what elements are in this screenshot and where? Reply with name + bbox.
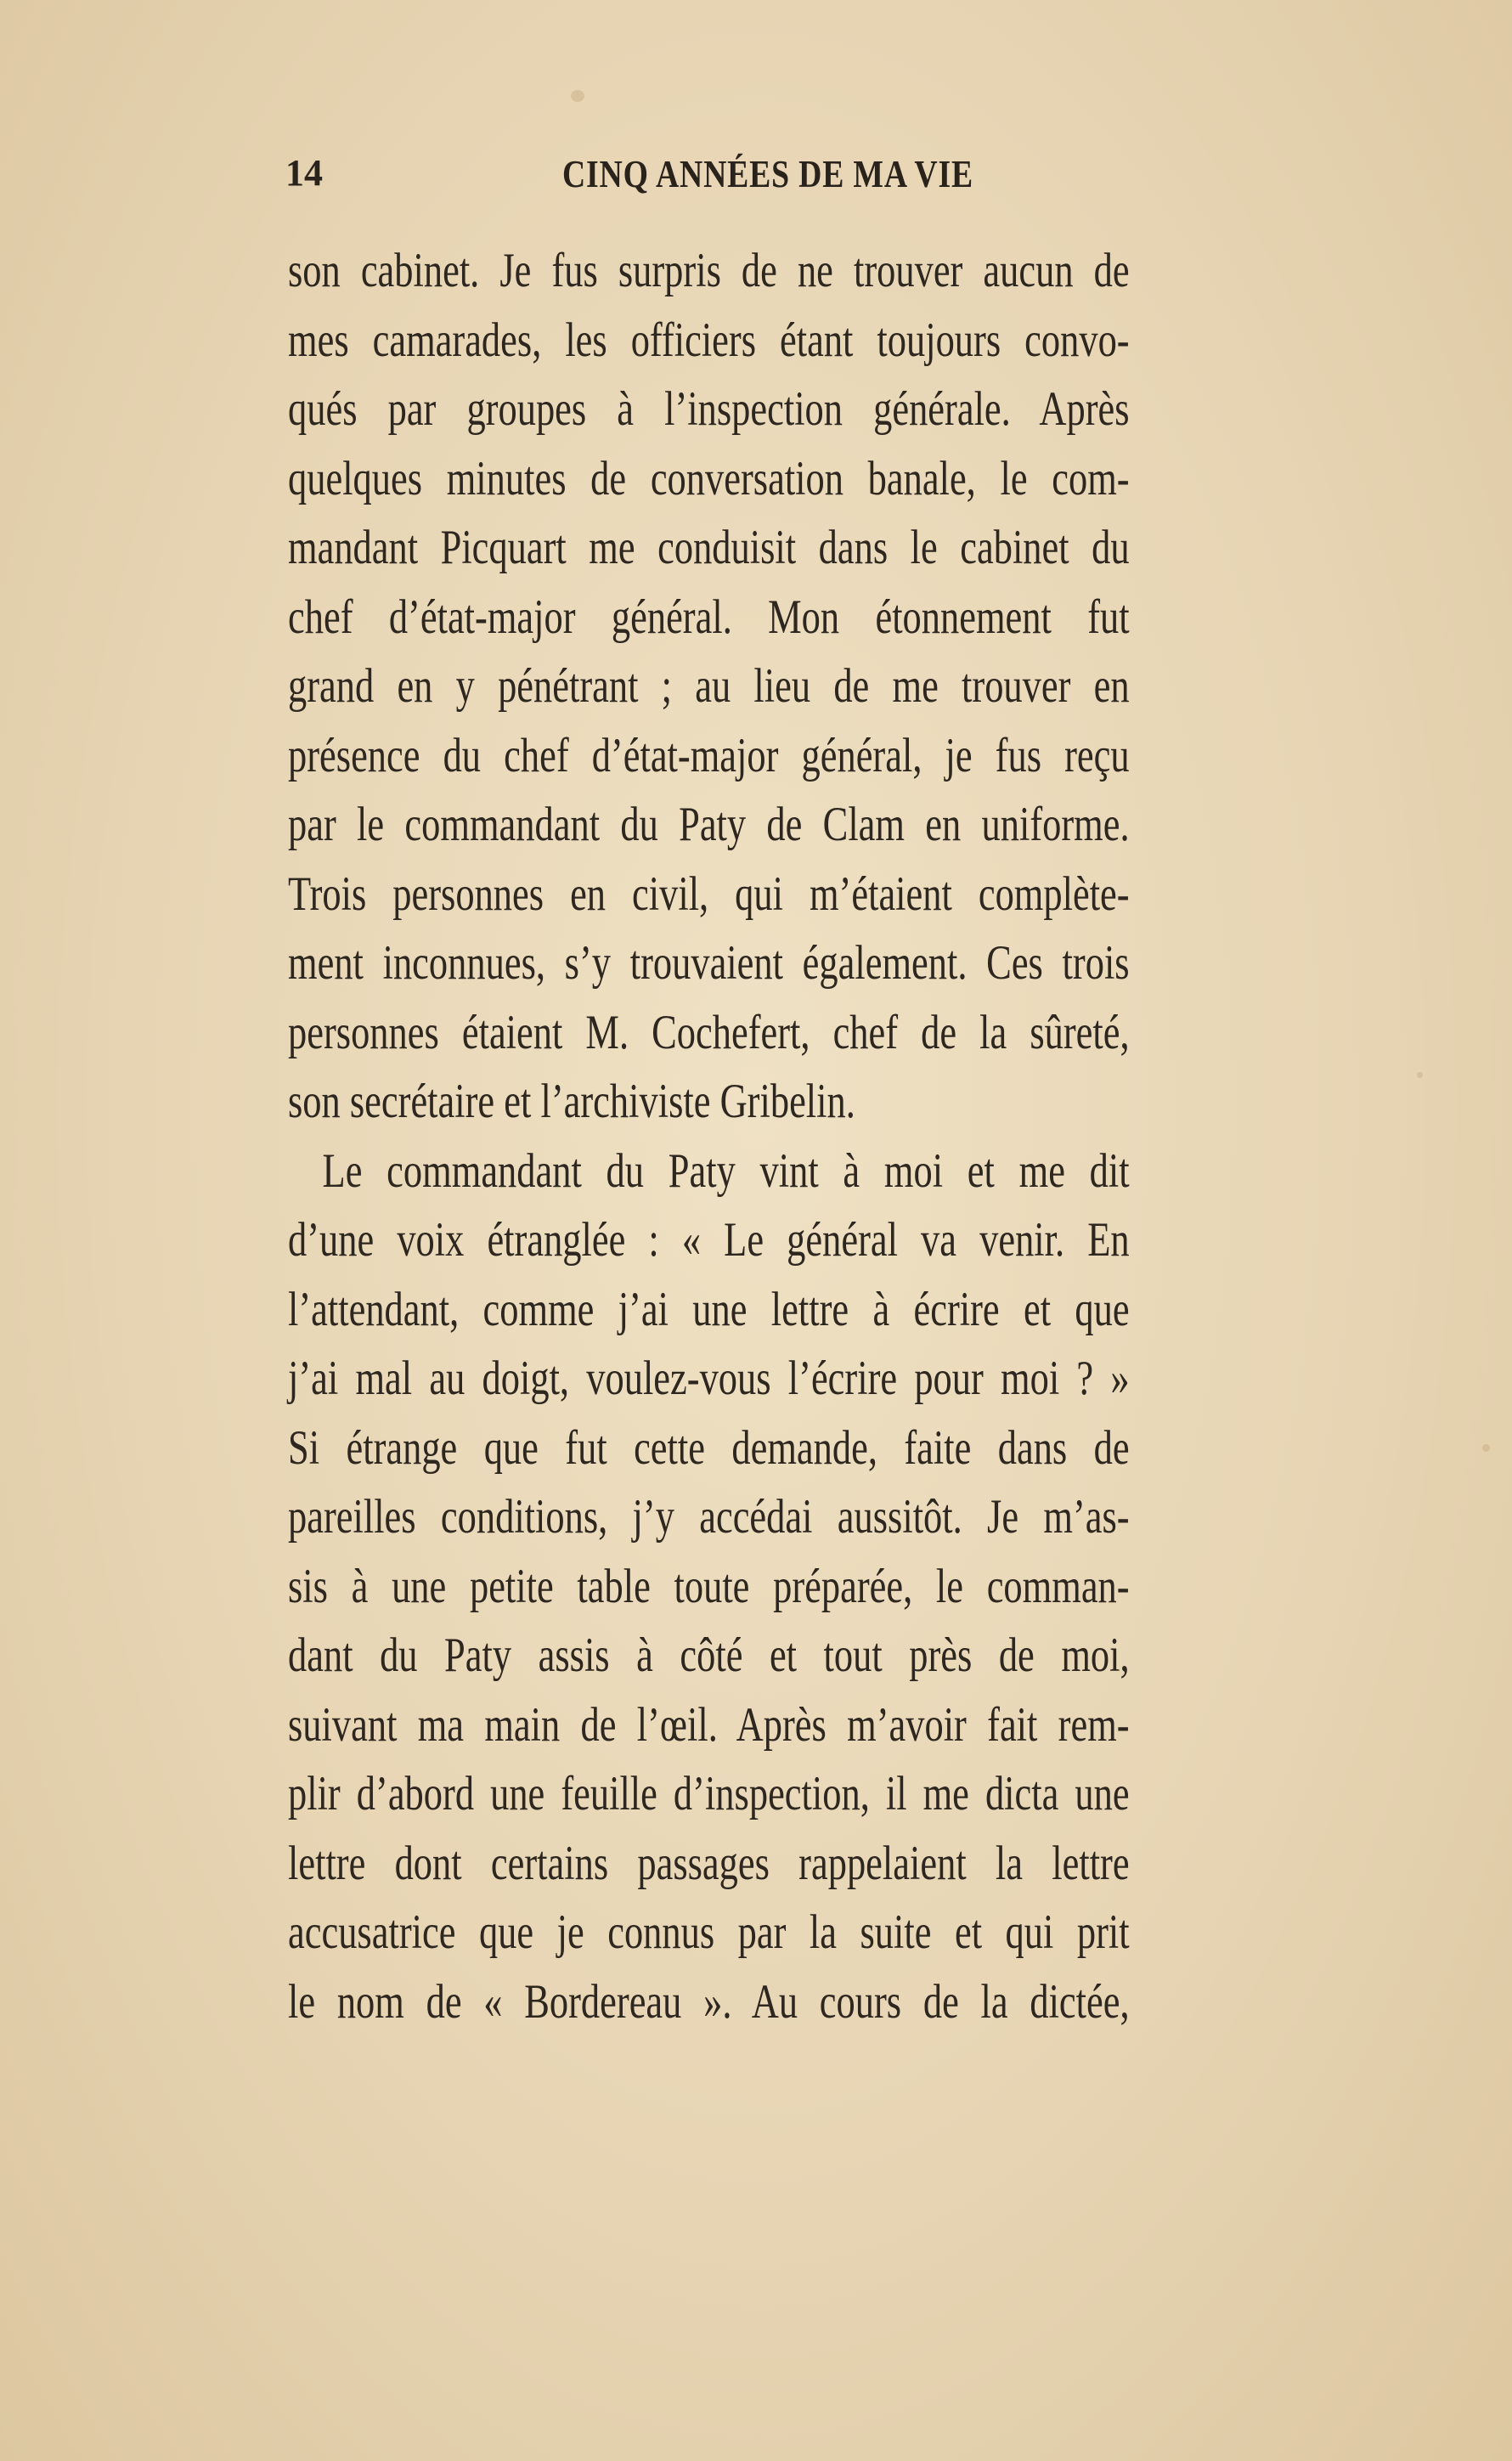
- text-line: j’ai mal au doigt, voulez-vous l’écrire pour moi ? »: [288, 1352, 1130, 1405]
- text-line: ment inconnues, s’y trouvaient également. Ces trois: [288, 936, 1130, 990]
- text-line: chef d’état-major général. Mon étonnement fut: [288, 590, 1130, 644]
- running-title: CINQ ANNÉES DE MA VIE: [562, 152, 973, 195]
- text-line: présence du chef d’état-major général, je fus reçu: [288, 728, 1130, 782]
- text-line: par le commandant du Paty de Clam en uniforme.: [288, 798, 1130, 851]
- text-line: personnes étaient M. Cochefert, chef de la sûreté,: [288, 1005, 1130, 1059]
- text-line: accusatrice que je connus par la suite et qui prit: [288, 1905, 1130, 1959]
- paper-stain: [1482, 1444, 1490, 1452]
- text-line: Si étrange que fut cette demande, faite dans de: [288, 1420, 1130, 1475]
- paper-stain: [1417, 1072, 1423, 1078]
- text-line: qués par groupes à l’inspection générale. Après: [288, 382, 1130, 436]
- text-line: lettre dont certains passages rappelaient la lettre: [288, 1836, 1130, 1890]
- paragraph-first-line: Le commandant du Paty vint à moi et me dit: [322, 1143, 1130, 1198]
- text-line: grand en y pénétrant ; au lieu de me trouver en: [288, 659, 1130, 713]
- page-number: 14: [285, 152, 323, 194]
- body-text: [288, 243, 1130, 2043]
- paper-stain: [571, 90, 584, 102]
- text-line: pareilles conditions, j’y accédai aussitôt. Je m’as-: [288, 1490, 1130, 1544]
- text-line: quelques minutes de conversation banale, le com-: [288, 451, 1130, 505]
- text-line: mandant Picquart me conduisit dans le cabinet du: [288, 521, 1130, 574]
- text-line: mes camarades, les officiers étant toujours convo-: [288, 313, 1130, 367]
- text-line: l’attendant, comme j’ai une lettre à écrire et que: [288, 1282, 1130, 1336]
- text-line: plir d’abord une feuille d’inspection, il me dicta une: [288, 1767, 1130, 1820]
- text-line: son cabinet. Je fus surpris de ne trouver aucun de: [288, 244, 1130, 297]
- page-header: [285, 151, 1075, 199]
- text-line: suivant ma main de l’œil. Après m’avoir fait rem-: [288, 1697, 1130, 1752]
- paragraph-end-line: son secrétaire et l’archiviste Gribelin.: [288, 1075, 855, 1128]
- text-line: dant du Paty assis à côté et tout près de moi,: [288, 1628, 1130, 1682]
- text-line: Trois personnes en civil, qui m’étaient complète-: [288, 866, 1130, 921]
- text-line: le nom de « Bordereau ». Au cours de la dictée,: [288, 1974, 1130, 2029]
- text-line: sis à une petite table toute préparée, le comman-: [288, 1559, 1130, 1613]
- text-line: d’une voix étranglée : « Le général va venir. En: [288, 1213, 1130, 1267]
